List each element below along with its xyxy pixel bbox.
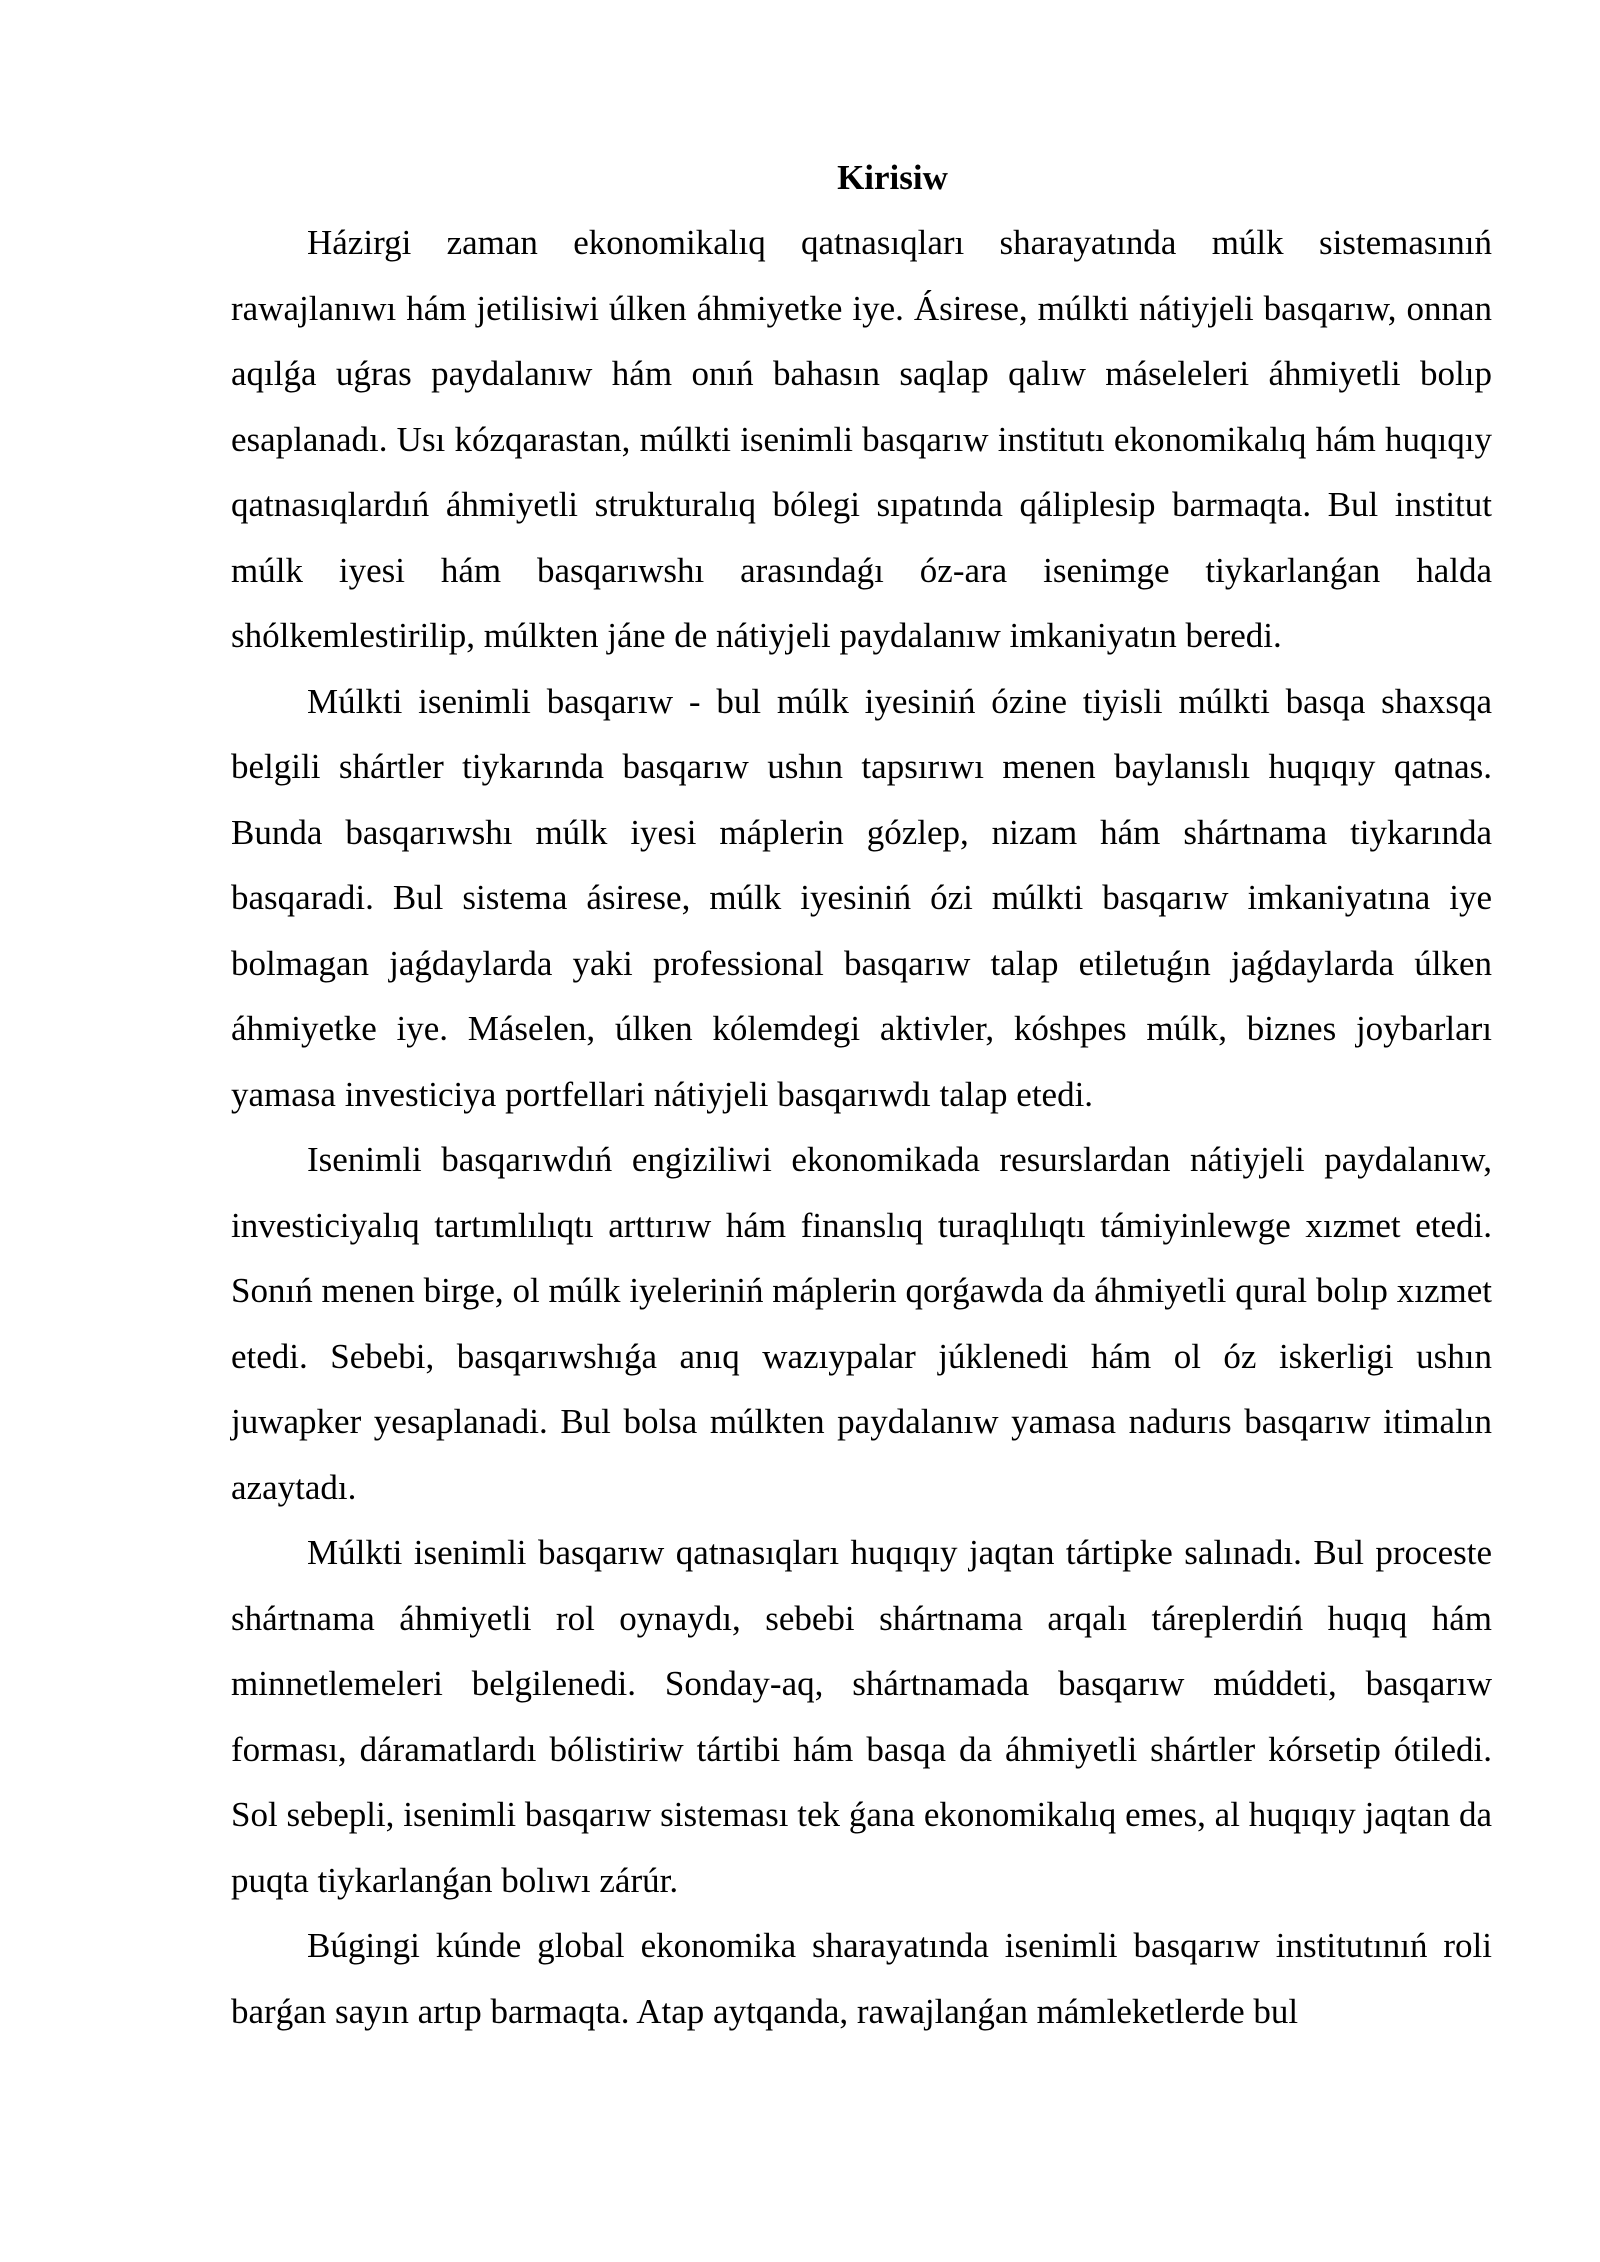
- paragraph-5: Búgingi kúnde global ekonomika sharayatında isenimli basqarıw institutınıń roli barǵan sayın artıp barmaqta. Atap aytqanda, rawajlanǵan mámleketlerde bul: [231, 1926, 1492, 2031]
- paragraph-3: Isenimli basqarıwdıń engiziliwi ekonomikada resurslardan nátiyjeli paydalanıw, investiciyalıq tartımlılıqtı arttırıw hám finanslıq turaqlılıqtı támiyinlewge xızmet etedi. Sonıń menen birge, ol múlk iyeleriniń máplerin qorǵawda da áhmiyetli qural bolıp xızmet etedi. Sebebi, basqarıwshıǵa anıq wazıypalar júklenedi hám ol óz iskerligi ushın juwapker yesaplanadi. Bul bolsa múlkten paydalanıw yamasa nadurıs basqarıw itimalın azaytadı.: [231, 1140, 1492, 1507]
- document-body: [231, 146, 1492, 2044]
- paragraph-1: Házirgi zaman ekonomikalıq qatnasıqları sharayatında múlk sistemasınıń rawajlanıwı hám jetilisiwi úlken áhmiyetke iye. Ásirese, múlkti nátiyjeli basqarıw, onnan aqılǵa uǵras paydalanıw hám onıń bahasın saqlap qalıw máseleleri áhmiyetli bolıp esaplanadı. Usı kózqarastan, múlkti isenimli basqarıw institutı ekonomikalıq hám huqıqıy qatnasıqlardıń áhmiyetli strukturalıq bólegi sıpatında qáliplesip barmaqta. Bul institut múlk iyesi hám basqarıwshı arasındaǵı óz-ara isenimge tiykarlanǵan halda shólkemlestirilip, múlkten jáne de nátiyjeli paydalanıw imkaniyatın beredi.: [231, 223, 1492, 655]
- page-title: Kirisiw: [837, 158, 948, 197]
- paragraph-4: Múlkti isenimli basqarıw qatnasıqları huqıqıy jaqtan tártipke salınadı. Bul proceste shártnama áhmiyetli rol oynaydı, sebebi shártnama arqalı táreplerdiń huqıq hám minnetlemeleri belgilenedi. Sonday-aq, shártnamada basqarıw múddeti, basqarıw forması, dáramatlardı bólistiriw tártibi hám basqa da áhmiyetli shártler kórsetip ótiledi. Sol sebepli, isenimli basqarıw sisteması tek ǵana ekonomikalıq emes, al huqıqıy jaqtan da puqta tiykarlanǵan bolıwı zárúr.: [231, 1533, 1492, 1900]
- paragraph-2: Múlkti isenimli basqarıw - bul múlk iyesiniń ózine tiyisli múlkti basqa shaxsqa belgili shártler tiykarında basqarıw ushın tapsırıwı menen baylanıslı huqıqıy qatnas. Bunda basqarıwshı múlk iyesi máplerin gózlep, nizam hám shártnama tiykarında basqaradi. Bul sistema ásirese, múlk iyesiniń ózi múlkti basqarıw imkaniyatına iye bolmagan jaǵdaylarda yaki professional basqarıw talap etiletuǵın jaǵdaylarda úlken áhmiyetke iye. Máselen, úlken kólemdegi aktivler, kóshpes múlk, biznes joybarları yamasa investiciya portfellari nátiyjeli basqarıwdı talap etedi.: [231, 681, 1492, 1114]
